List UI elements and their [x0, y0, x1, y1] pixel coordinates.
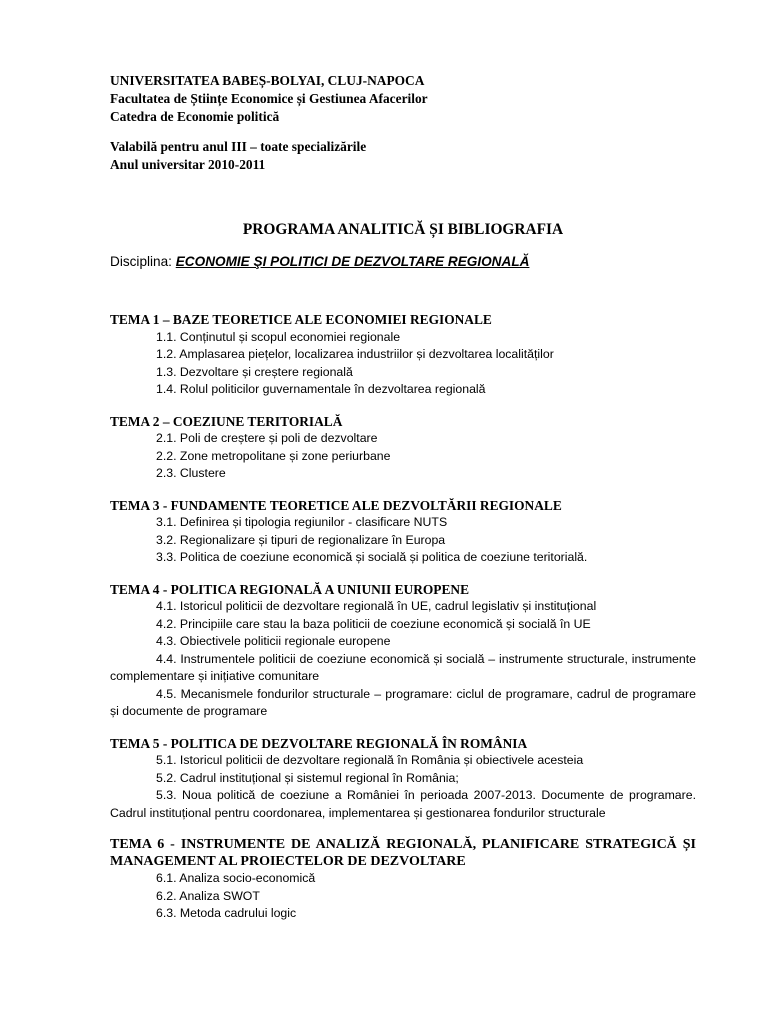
theme-title: TEMA 2 – COEZIUNE TERITORIALĂ: [110, 413, 343, 429]
subtopic-item: 5.3. Noua politică de coeziune a României în perioada 2007-2013. Documente de programare. Cadrul instituțional pentru coordonarea, implementarea și gestionarea fondurilor structurale: [110, 788, 696, 820]
subtopic-item: 2.2. Zone metropolitane și zone periurbane: [156, 448, 391, 463]
theme-section: [110, 497, 696, 567]
subtopic-item: 1.2. Amplasarea piețelor, localizarea industriilor și dezvoltarea localităților: [156, 347, 554, 361]
subtopic-item: 2.1. Poli de creștere și poli de dezvoltare: [156, 431, 378, 445]
discipline-name: ECONOMIE ŞI POLITICI DE DEZVOLTARE REGIONALĂ: [175, 254, 530, 269]
discipline-line: [110, 253, 696, 271]
subtopic-item: 1.3. Dezvoltare și creștere regională: [156, 364, 353, 379]
subtopic-item: 5.1. Istoricul politicii de dezvoltare regională în România și obiectivele acesteia: [156, 753, 584, 767]
academic-year: Anul universitar 2010-2011: [110, 157, 266, 172]
subtopic-item: 6.3. Metoda cadrului logic: [156, 906, 297, 920]
institution-header: [110, 72, 696, 174]
theme-section: [110, 311, 696, 399]
subtopic-item: 6.1. Analiza socio-economică: [156, 871, 316, 885]
theme-title: TEMA 3 - FUNDAMENTE TEORETICE ALE DEZVOLTĂRII REGIONALE: [110, 497, 562, 513]
subtopic-item: 4.3. Obiectivele politicii regionale europene: [156, 634, 391, 648]
subtopic-item: 2.3. Clustere: [156, 466, 226, 480]
document-title: PROGRAMA ANALITICĂ ȘI BIBLIOGRAFIA: [242, 221, 564, 238]
theme-title: TEMA 6 - INSTRUMENTE DE ANALIZĂ REGIONALĂ, PLANIFICARE STRATEGICĂ ȘI MANAGEMENT AL PROIECTELOR DE DEZVOLTARE: [110, 837, 696, 869]
subtopic-item: 1.1. Conținutul și scopul economiei regionale: [156, 329, 401, 344]
validity-note: Valabilă pentru anul III – toate specializările: [110, 139, 367, 154]
theme-title: TEMA 1 – BAZE TEORETICE ALE ECONOMIEI REGIONALE: [110, 312, 492, 327]
subtopic-item: 6.2. Analiza SWOT: [156, 888, 260, 903]
subtopic-item: 4.2. Principiile care stau la baza politicii de coeziune economică și socială în UE: [156, 616, 591, 631]
theme-title: TEMA 4 - POLITICA REGIONALĂ A UNIUNII EUROPENE: [110, 581, 469, 597]
faculty-name: Facultatea de Științe Economice și Gestiunea Afacerilor: [110, 91, 428, 106]
theme-title: TEMA 5 - POLITICA DE DEZVOLTARE REGIONALĂ ÎN ROMÂNIA: [110, 735, 528, 751]
subtopic-item: 4.1. Istoricul politicii de dezvoltare regională în UE, cadrul legislativ și instituțional: [156, 599, 597, 613]
university-name: UNIVERSITATEA BABEȘ-BOLYAI, CLUJ-NAPOCA: [110, 73, 425, 88]
theme-section: [110, 581, 696, 721]
discipline-label: Disciplina:: [110, 254, 172, 269]
subtopic-item: 3.2. Regionalizare și tipuri de regionalizare în Europa: [156, 532, 446, 547]
subtopic-item: 3.1. Definirea și tipologia regiunilor - clasificare NUTS: [156, 515, 448, 529]
subtopic-item: 4.5. Mecanismele fondurilor structurale – programare: ciclul de programare, cadrul de programare și documente de programare: [110, 686, 696, 718]
document-page: [110, 72, 696, 923]
theme-section: [110, 735, 696, 823]
theme-section: [110, 413, 696, 483]
subtopic-item: 3.3. Politica de coeziune economică și socială și politica de coeziune teritorială.: [156, 550, 588, 564]
subtopic-item: 1.4. Rolul politicilor guvernamentale în dezvoltarea regională: [156, 382, 486, 396]
subtopic-item: 5.2. Cadrul instituțional și sistemul regional în România;: [156, 770, 459, 785]
department-name: Catedra de Economie politică: [110, 109, 280, 124]
subtopic-item: 4.4. Instrumentele politicii de coeziune economică și socială – instrumente structurale, instrumente complementare și inițiative comunitare: [110, 651, 696, 683]
themes-list: [110, 311, 696, 923]
theme-section: [110, 836, 696, 923]
